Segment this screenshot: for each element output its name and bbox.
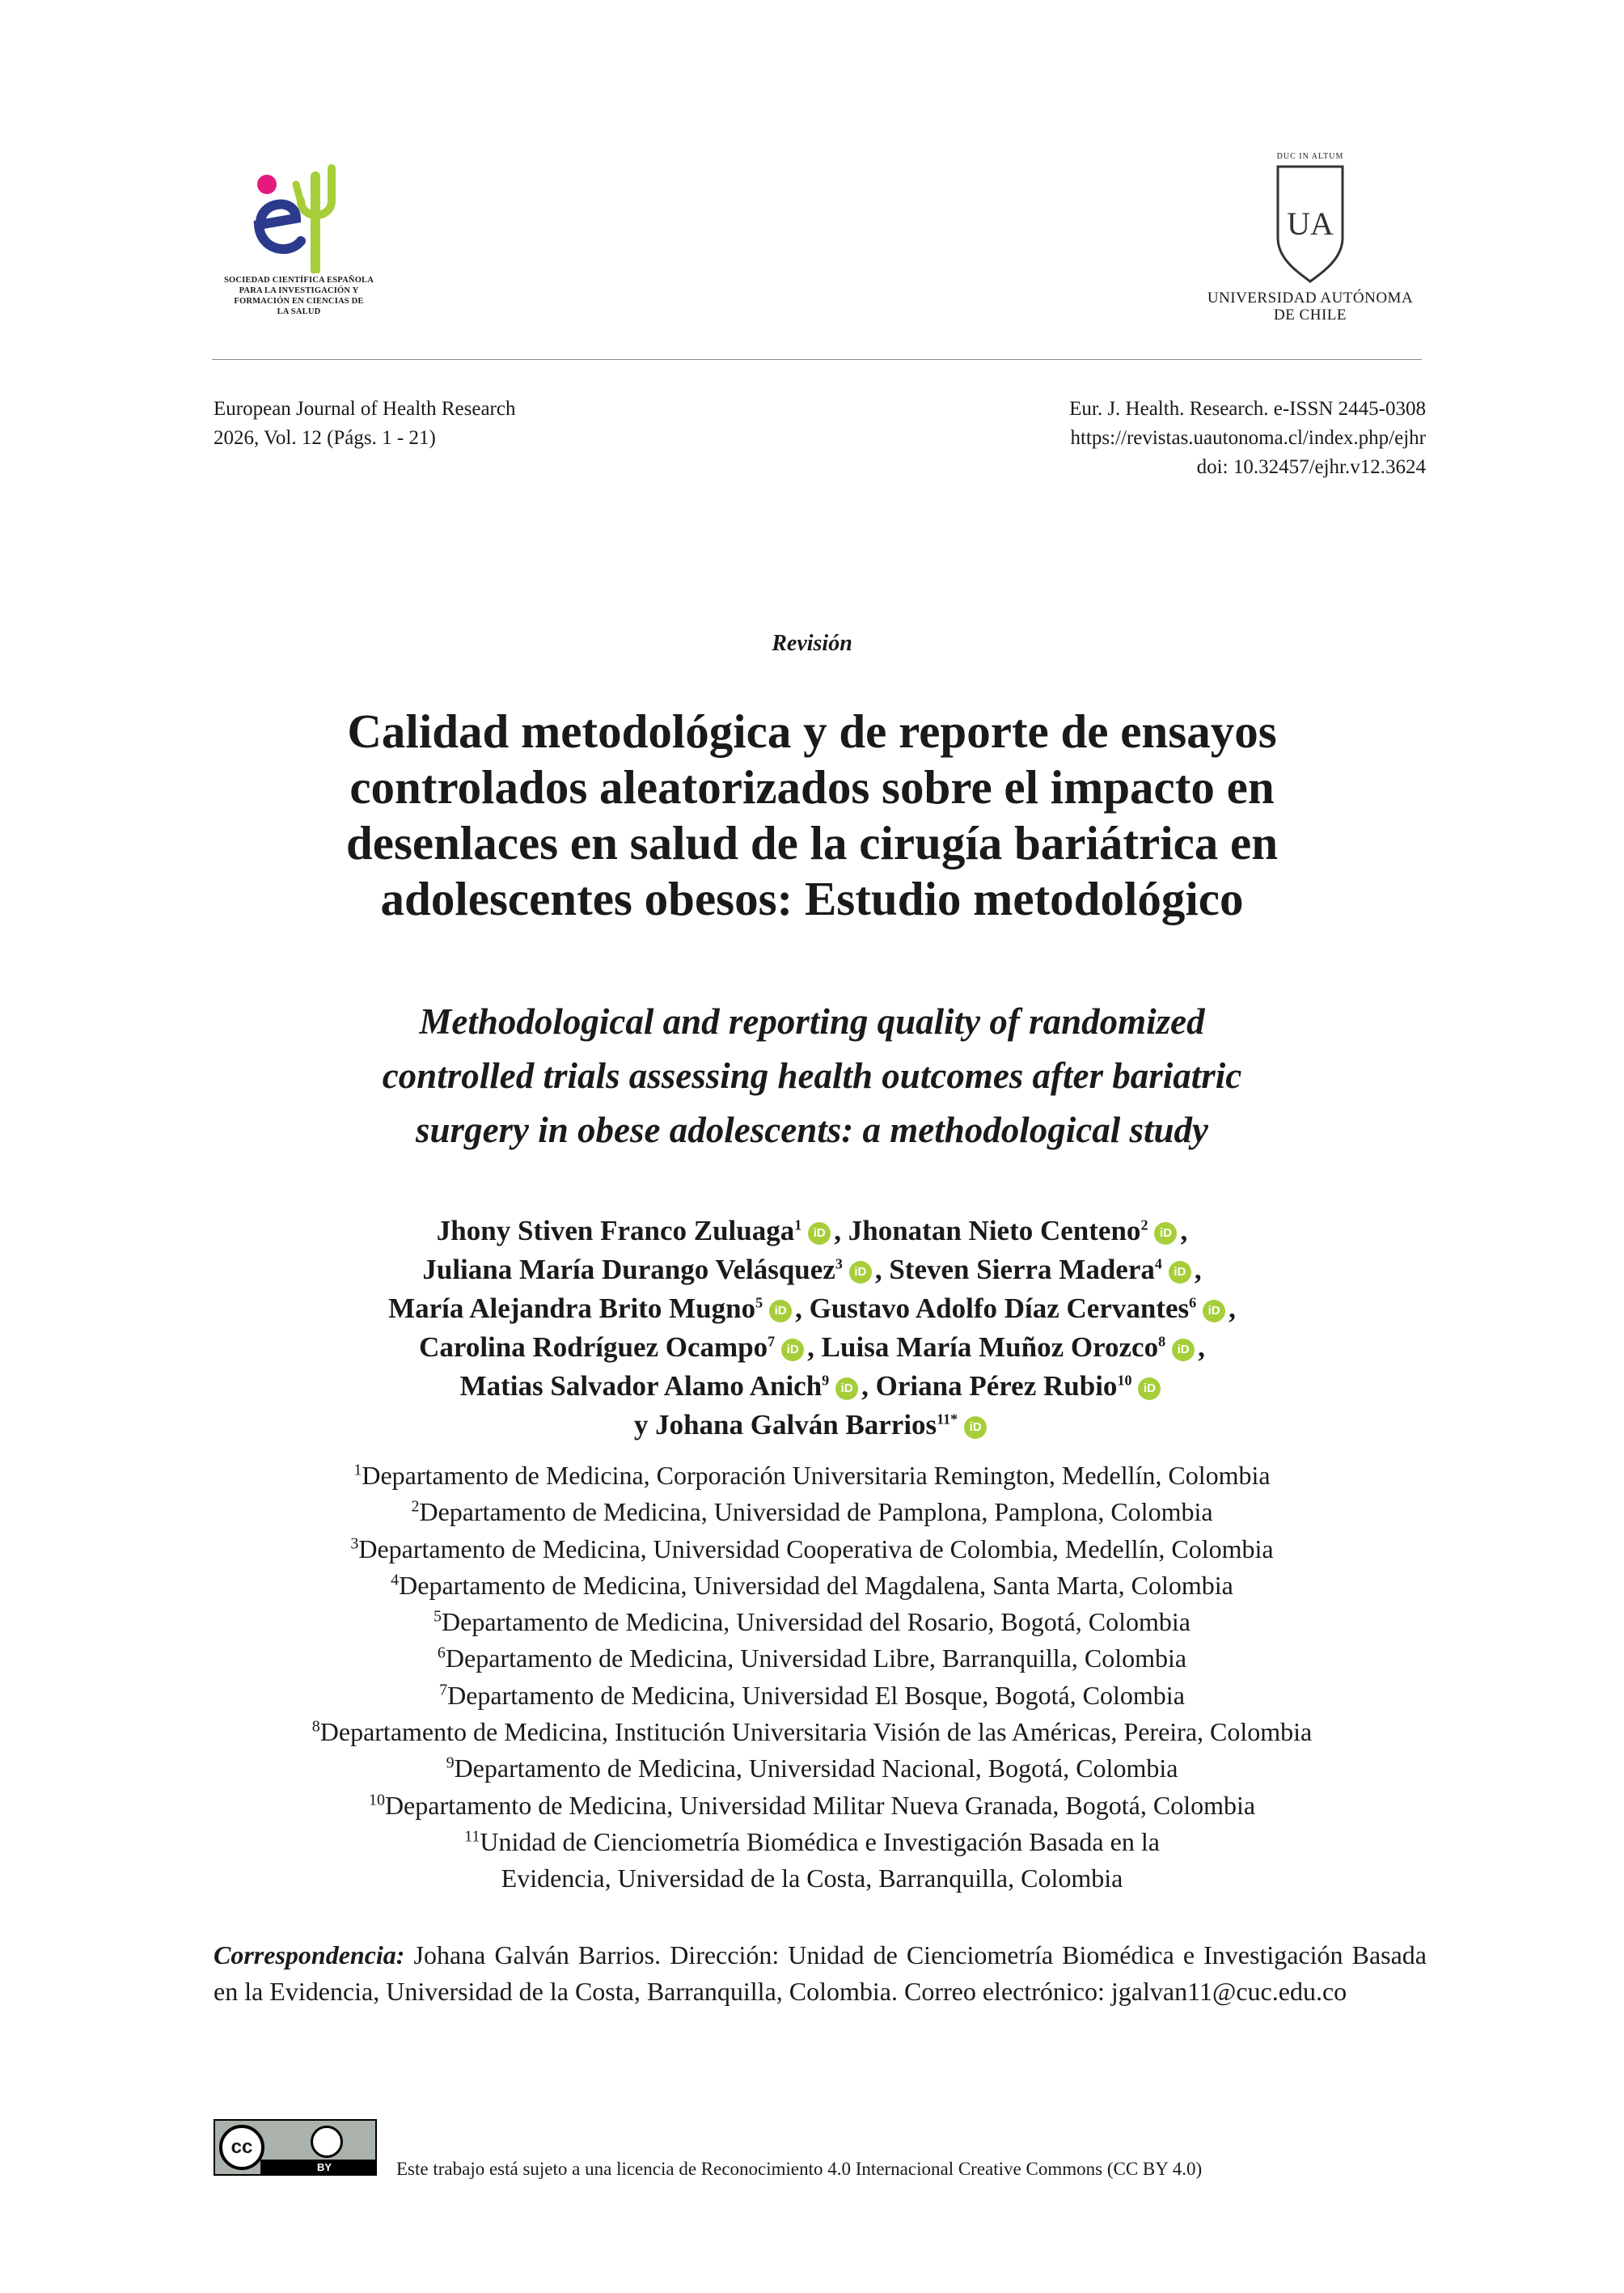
article-doi[interactable]: doi: 10.32457/ejhr.v12.3624 [1196, 456, 1426, 478]
title-english: Methodological and reporting quality of randomized controlled trials assessing health outcomes after bariatric surgery in obese adolescents: a methodological study [382, 1001, 1242, 1150]
orcid-icon[interactable]: iD [849, 1261, 872, 1284]
cc-license-badge[interactable] [214, 2119, 377, 2176]
affiliation-continuation: Evidencia, Universidad de la Costa, Barranquilla, Colombia [501, 1864, 1123, 1893]
affiliation: $^4$Departamento de Medicina, Universidad del Magdalena, Santa Marta, Colombia [391, 1570, 1233, 1600]
orcid-icon[interactable]: iD [769, 1300, 792, 1322]
author-line: Juliana María Durango Velásquez$^3$iD , Steven Sierra Madera$^4$iD , [422, 1254, 1202, 1285]
university-motto: DUC IN ALTUM [1276, 152, 1344, 161]
affiliation: $^6$Departamento de Medicina, Universidad Libre, Barranquilla, Colombia [437, 1644, 1187, 1673]
affiliation: $^{10}$Departamento de Medicina, Universidad Militar Nueva Granada, Bogotá, Colombia [368, 1790, 1256, 1820]
orcid-icon[interactable]: iD [1154, 1222, 1177, 1245]
journal-name: European Journal of Health Research [214, 398, 516, 420]
affiliation-list [162, 1457, 1462, 1897]
orcid-icon[interactable]: iD [835, 1377, 858, 1400]
author: Juliana María Durango Velásquez$^3$ [422, 1254, 843, 1285]
by-label: BY [316, 2161, 332, 2173]
journal-meta-right [1069, 395, 1426, 482]
author-line: Carolina Rodríguez Ocampo$^7$iD , Luisa María Muñoz Orozco$^8$iD , [419, 1331, 1205, 1363]
journal-volume: 2026, Vol. 12 (Págs. 1 - 21) [214, 427, 436, 449]
affiliation: $^{11}$Unidad de Cienciometría Biomédica e Investigación Basada en la [464, 1826, 1160, 1856]
author-line [226, 1406, 1398, 1445]
affiliation: $^5$Departamento de Medicina, Universidad del Rosario, Bogotá, Colombia [433, 1607, 1191, 1637]
header-divider [212, 359, 1422, 360]
shield-text: UA [1287, 205, 1334, 242]
orcid-icon[interactable]: iD [808, 1222, 831, 1245]
author-line: María Alejandra Brito Mugno$^5$iD , Gustavo Adolfo Díaz Cervantes$^6$iD , [388, 1292, 1236, 1324]
author: Jhonatan Nieto Centeno$^2$ [848, 1215, 1148, 1246]
correspondence [214, 1937, 1427, 2010]
orcid-icon[interactable]: iD [1203, 1300, 1225, 1322]
university-logo [1181, 152, 1440, 338]
author: Jhony Stiven Franco Zuluaga$^1$ [436, 1215, 802, 1246]
affiliation: $^7$Departamento de Medicina, Universidad El Bosque, Bogotá, Colombia [439, 1680, 1185, 1710]
affiliation: $^3$Departamento de Medicina, Universidad Cooperativa de Colombia, Medellín, Colombia [350, 1534, 1274, 1563]
correspondence-label: Correspondencia: [214, 1940, 405, 1969]
journal-url[interactable]: https://revistas.uautonoma.cl/index.php/ejhr [1070, 427, 1426, 449]
author: Gustavo Adolfo Díaz Cervantes$^6$ [809, 1292, 1197, 1324]
author-list [226, 1212, 1398, 1445]
author: Oriana Pérez Rubio$^{10}$ [875, 1370, 1132, 1402]
title-spanish: Calidad metodológica y de reporte de ensayos controlados aleatorizados sobre el impacto en desenlaces en salud de la cirugía bariátrica en adolescentes obesos: Estudio metodológico [345, 704, 1279, 925]
correspondence-text: Johana Galván Barrios. Dirección: Unidad de Cienciometría Biomédica e Investigación Basada en la Evidencia, Universidad de la Costa, Barranquilla, Colombia. Correo electrónico: jgalvan11@cuc.edu.co [214, 1940, 1427, 2006]
author: María Alejandra Brito Mugno$^5$ [388, 1292, 763, 1324]
author: Luisa María Muñoz Orozco$^8$ [821, 1331, 1166, 1363]
journal-issn: Eur. J. Health. Research. e-ISSN 2445-0308 [1069, 398, 1426, 420]
journal-meta-left [214, 395, 515, 453]
orcid-icon[interactable]: iD [1138, 1377, 1161, 1400]
orcid-icon[interactable]: iD [964, 1416, 987, 1439]
cc-icon: cc [219, 2125, 264, 2170]
author: Steven Sierra Madera$^4$ [889, 1254, 1162, 1285]
society-logo [212, 160, 390, 330]
corresponding-author: y Johana Galván Barrios$^{11*}$ [633, 1409, 958, 1441]
affiliation: $^2$Departamento de Medicina, Universidad de Pamplona, Pamplona, Colombia [411, 1497, 1213, 1527]
orcid-icon[interactable]: iD [781, 1339, 804, 1361]
society-emblem-icon [243, 160, 356, 273]
author: Matias Salvador Alamo Anich$^9$ [459, 1370, 830, 1402]
orcid-icon[interactable]: iD [1172, 1339, 1195, 1361]
author-line: Jhony Stiven Franco Zuluaga$^1$iD , Jhonatan Nieto Centeno$^2$iD , [436, 1215, 1188, 1246]
orcid-icon[interactable]: iD [1169, 1261, 1191, 1284]
affiliation: $^9$Departamento de Medicina, Universidad Nacional, Bogotá, Colombia [446, 1754, 1178, 1783]
license-text: Este trabajo está sujeto a una licencia de Reconocimiento 4.0 Internacional Creative Commons (CC BY 4.0) [396, 2159, 1203, 2179]
author-line: Matias Salvador Alamo Anich$^9$iD , Oriana Pérez Rubio$^{10}$iD [226, 1367, 1398, 1406]
author: Carolina Rodríguez Ocampo$^7$ [419, 1331, 776, 1363]
affiliation: $^8$Departamento de Medicina, Institución Universitaria Visión de las Américas, Pereira, Colombia [311, 1717, 1313, 1747]
article-section: Revisión [772, 631, 852, 656]
university-name: UNIVERSIDAD AUTÓNOMA DE CHILE [1207, 290, 1414, 324]
attribution-icon [311, 2126, 343, 2158]
university-shield-icon [1275, 163, 1346, 285]
society-name: SOCIEDAD CIENTÍFICA ESPAÑOLA PARA LA INVESTIGACIÓN Y FORMACIÓN EN CIENCIAS DE LA SALUD [223, 276, 374, 316]
affiliation: $^1$Departamento de Medicina, Corporación Universitaria Remington, Medellín, Colombia [353, 1461, 1271, 1490]
